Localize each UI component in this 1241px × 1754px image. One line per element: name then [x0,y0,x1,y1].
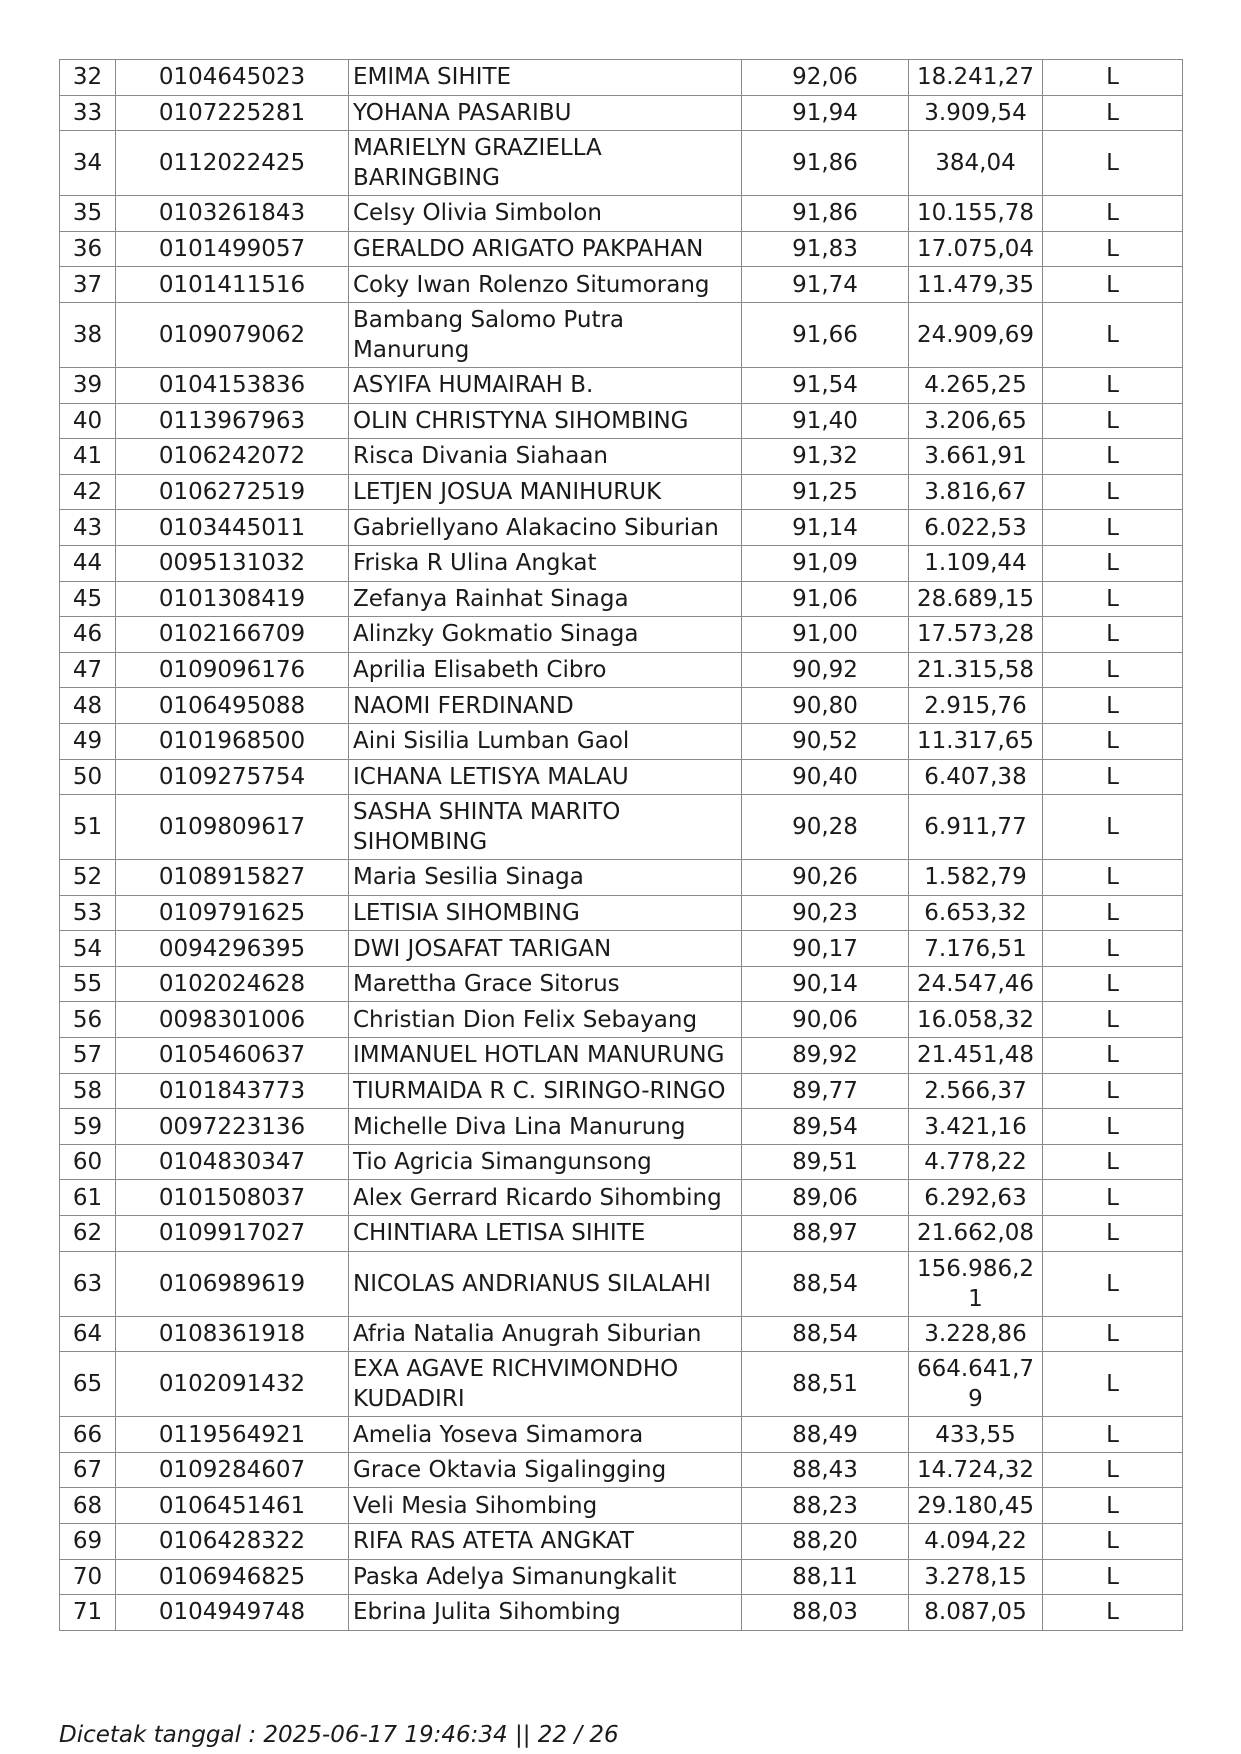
student-name: Friska R Ulina Angkat [349,545,742,581]
status-flag: L [1043,1216,1183,1252]
table-row [60,723,1183,759]
row-number: 34 [60,131,116,196]
score-value: 91,86 [742,131,909,196]
row-number: 33 [60,95,116,131]
amount-value: 3.278,15 [909,1559,1043,1595]
table-row [60,267,1183,303]
student-id: 0106428322 [116,1524,349,1560]
score-value: 90,26 [742,860,909,896]
score-value: 91,09 [742,545,909,581]
row-number: 32 [60,60,116,96]
row-number: 55 [60,966,116,1002]
status-flag: L [1043,1488,1183,1524]
status-flag: L [1043,510,1183,546]
amount-value: 3.421,16 [909,1109,1043,1145]
score-value: 91,94 [742,95,909,131]
amount-value: 17.075,04 [909,231,1043,267]
score-value: 89,54 [742,1109,909,1145]
status-flag: L [1043,1524,1183,1560]
table-row [60,1073,1183,1109]
amount-value: 3.909,54 [909,95,1043,131]
table-row [60,795,1183,860]
status-flag: L [1043,95,1183,131]
table-row [60,1144,1183,1180]
row-number: 37 [60,267,116,303]
amount-value: 8.087,05 [909,1595,1043,1631]
print-footer: Dicetak tanggal : 2025-06-17 19:46:34 || 22 / 26 [59,1722,619,1748]
score-value: 91,86 [742,196,909,232]
table-row [60,1524,1183,1560]
student-id: 0094296395 [116,931,349,967]
student-id: 0105460637 [116,1038,349,1074]
amount-value: 29.180,45 [909,1488,1043,1524]
student-name: Paska Adelya Simanungkalit [349,1559,742,1595]
row-number: 63 [60,1251,116,1316]
row-number: 71 [60,1595,116,1631]
status-flag: L [1043,367,1183,403]
row-number: 38 [60,302,116,367]
score-value: 91,54 [742,367,909,403]
score-value: 89,77 [742,1073,909,1109]
status-flag: L [1043,617,1183,653]
status-flag: L [1043,1109,1183,1145]
student-id: 0106946825 [116,1559,349,1595]
row-number: 65 [60,1352,116,1417]
student-name: Gabriellyano Alakacino Siburian [349,510,742,546]
student-id: 0109809617 [116,795,349,860]
row-number: 44 [60,545,116,581]
student-id: 0101508037 [116,1180,349,1216]
score-value: 89,06 [742,1180,909,1216]
score-value: 88,11 [742,1559,909,1595]
student-id: 0098301006 [116,1002,349,1038]
score-value: 88,49 [742,1417,909,1453]
student-name: Coky Iwan Rolenzo Situmorang [349,267,742,303]
student-name: Tio Agricia Simangunsong [349,1144,742,1180]
student-id: 0112022425 [116,131,349,196]
student-name: Marettha Grace Sitorus [349,966,742,1002]
student-name: CHINTIARA LETISA SIHITE [349,1216,742,1252]
student-id: 0107225281 [116,95,349,131]
student-name: OLIN CHRISTYNA SIHOMBING [349,403,742,439]
amount-value: 24.909,69 [909,302,1043,367]
student-name: GERALDO ARIGATO PAKPAHAN [349,231,742,267]
table-row [60,367,1183,403]
amount-value: 4.778,22 [909,1144,1043,1180]
row-number: 40 [60,403,116,439]
student-name: NICOLAS ANDRIANUS SILALAHI [349,1251,742,1316]
status-flag: L [1043,860,1183,896]
results-table [59,59,1183,1631]
score-value: 88,97 [742,1216,909,1252]
status-flag: L [1043,302,1183,367]
table-row [60,231,1183,267]
student-name: EMIMA SIHITE [349,60,742,96]
row-number: 57 [60,1038,116,1074]
amount-value: 21.662,08 [909,1216,1043,1252]
table-row [60,403,1183,439]
amount-value: 7.176,51 [909,931,1043,967]
table-row [60,1352,1183,1417]
row-number: 70 [60,1559,116,1595]
status-flag: L [1043,895,1183,931]
student-name: Zefanya Rainhat Sinaga [349,581,742,617]
student-name: ASYIFA HUMAIRAH B. [349,367,742,403]
student-name: DWI JOSAFAT TARIGAN [349,931,742,967]
student-id: 0104153836 [116,367,349,403]
amount-value: 3.661,91 [909,439,1043,475]
student-id: 0109791625 [116,895,349,931]
student-id: 0102091432 [116,1352,349,1417]
student-name: LETJEN JOSUA MANIHURUK [349,474,742,510]
student-id: 0109079062 [116,302,349,367]
amount-value: 14.724,32 [909,1452,1043,1488]
table-row [60,759,1183,795]
status-flag: L [1043,931,1183,967]
student-id: 0104645023 [116,60,349,96]
student-id: 0106495088 [116,688,349,724]
student-name: Risca Divania Siahaan [349,439,742,475]
table-row [60,1452,1183,1488]
status-flag: L [1043,795,1183,860]
student-id: 0106272519 [116,474,349,510]
student-id: 0102166709 [116,617,349,653]
amount-value: 21.315,58 [909,652,1043,688]
row-number: 62 [60,1216,116,1252]
student-name: Aini Sisilia Lumban Gaol [349,723,742,759]
student-name: EXA AGAVE RICHVIMONDHO KUDADIRI [349,1352,742,1417]
row-number: 61 [60,1180,116,1216]
student-id: 0106451461 [116,1488,349,1524]
row-number: 54 [60,931,116,967]
student-name: IMMANUEL HOTLAN MANURUNG [349,1038,742,1074]
score-value: 91,40 [742,403,909,439]
student-name: Christian Dion Felix Sebayang [349,1002,742,1038]
amount-value: 156.986,21 [909,1251,1043,1316]
status-flag: L [1043,60,1183,96]
row-number: 42 [60,474,116,510]
score-value: 88,03 [742,1595,909,1631]
table-row [60,1595,1183,1631]
student-name: ICHANA LETISYA MALAU [349,759,742,795]
student-id: 0109284607 [116,1452,349,1488]
student-id: 0104949748 [116,1595,349,1631]
table-row [60,95,1183,131]
student-id: 0108915827 [116,860,349,896]
row-number: 48 [60,688,116,724]
table-row [60,302,1183,367]
amount-value: 24.547,46 [909,966,1043,1002]
row-number: 43 [60,510,116,546]
status-flag: L [1043,688,1183,724]
score-value: 91,25 [742,474,909,510]
student-name: NAOMI FERDINAND [349,688,742,724]
amount-value: 16.058,32 [909,1002,1043,1038]
table-row [60,581,1183,617]
table-row [60,652,1183,688]
score-value: 90,17 [742,931,909,967]
table-row [60,1216,1183,1252]
student-id: 0109096176 [116,652,349,688]
table-row [60,196,1183,232]
score-value: 92,06 [742,60,909,96]
student-name: Celsy Olivia Simbolon [349,196,742,232]
row-number: 36 [60,231,116,267]
row-number: 59 [60,1109,116,1145]
score-value: 89,92 [742,1038,909,1074]
row-number: 56 [60,1002,116,1038]
status-flag: L [1043,196,1183,232]
row-number: 46 [60,617,116,653]
amount-value: 664.641,79 [909,1352,1043,1417]
amount-value: 21.451,48 [909,1038,1043,1074]
student-id: 0109917027 [116,1216,349,1252]
amount-value: 4.094,22 [909,1524,1043,1560]
student-name: Afria Natalia Anugrah Siburian [349,1316,742,1352]
student-name: TIURMAIDA R C. SIRINGO-RINGO [349,1073,742,1109]
student-name: Ebrina Julita Sihombing [349,1595,742,1631]
score-value: 88,54 [742,1251,909,1316]
row-number: 50 [60,759,116,795]
table-row [60,966,1183,1002]
student-name: YOHANA PASARIBU [349,95,742,131]
student-name: Michelle Diva Lina Manurung [349,1109,742,1145]
score-value: 90,06 [742,1002,909,1038]
student-name: Maria Sesilia Sinaga [349,860,742,896]
status-flag: L [1043,1452,1183,1488]
student-id: 0103261843 [116,196,349,232]
row-number: 41 [60,439,116,475]
amount-value: 6.653,32 [909,895,1043,931]
student-id: 0109275754 [116,759,349,795]
table-row [60,1180,1183,1216]
student-name: Grace Oktavia Sigalingging [349,1452,742,1488]
status-flag: L [1043,474,1183,510]
table-row [60,688,1183,724]
student-id: 0104830347 [116,1144,349,1180]
student-id: 0108361918 [116,1316,349,1352]
row-number: 67 [60,1452,116,1488]
table-row [60,1038,1183,1074]
status-flag: L [1043,966,1183,1002]
score-value: 90,52 [742,723,909,759]
table-row [60,1559,1183,1595]
amount-value: 6.407,38 [909,759,1043,795]
row-number: 35 [60,196,116,232]
score-value: 89,51 [742,1144,909,1180]
table-row [60,1316,1183,1352]
score-value: 88,54 [742,1316,909,1352]
status-flag: L [1043,581,1183,617]
row-number: 39 [60,367,116,403]
student-id: 0103445011 [116,510,349,546]
student-name: Aprilia Elisabeth Cibro [349,652,742,688]
row-number: 60 [60,1144,116,1180]
row-number: 64 [60,1316,116,1352]
row-number: 47 [60,652,116,688]
amount-value: 28.689,15 [909,581,1043,617]
row-number: 68 [60,1488,116,1524]
table-row [60,1251,1183,1316]
student-id: 0113967963 [116,403,349,439]
amount-value: 433,55 [909,1417,1043,1453]
student-name: Bambang Salomo Putra Manurung [349,302,742,367]
status-flag: L [1043,267,1183,303]
amount-value: 6.292,63 [909,1180,1043,1216]
table-row [60,860,1183,896]
table-row [60,60,1183,96]
status-flag: L [1043,1595,1183,1631]
amount-value: 11.317,65 [909,723,1043,759]
score-value: 91,83 [742,231,909,267]
amount-value: 6.911,77 [909,795,1043,860]
amount-value: 4.265,25 [909,367,1043,403]
score-value: 91,74 [742,267,909,303]
table-row [60,1002,1183,1038]
status-flag: L [1043,1417,1183,1453]
student-id: 0101968500 [116,723,349,759]
table-row [60,131,1183,196]
score-value: 88,20 [742,1524,909,1560]
student-id: 0097223136 [116,1109,349,1145]
amount-value: 11.479,35 [909,267,1043,303]
student-name: Amelia Yoseva Simamora [349,1417,742,1453]
student-id: 0106989619 [116,1251,349,1316]
amount-value: 3.228,86 [909,1316,1043,1352]
student-name: MARIELYN GRAZIELLA BARINGBING [349,131,742,196]
table-row [60,1417,1183,1453]
score-value: 91,06 [742,581,909,617]
row-number: 53 [60,895,116,931]
table-row [60,931,1183,967]
status-flag: L [1043,231,1183,267]
status-flag: L [1043,1144,1183,1180]
table-row [60,510,1183,546]
row-number: 51 [60,795,116,860]
row-number: 58 [60,1073,116,1109]
status-flag: L [1043,1316,1183,1352]
student-id: 0101308419 [116,581,349,617]
score-value: 90,23 [742,895,909,931]
score-value: 91,66 [742,302,909,367]
table-row [60,1109,1183,1145]
status-flag: L [1043,1251,1183,1316]
amount-value: 2.915,76 [909,688,1043,724]
score-value: 91,14 [742,510,909,546]
row-number: 45 [60,581,116,617]
status-flag: L [1043,1352,1183,1417]
student-id: 0106242072 [116,439,349,475]
amount-value: 17.573,28 [909,617,1043,653]
score-value: 88,43 [742,1452,909,1488]
student-id: 0095131032 [116,545,349,581]
table-row [60,439,1183,475]
status-flag: L [1043,131,1183,196]
table-row [60,617,1183,653]
student-id: 0119564921 [116,1417,349,1453]
amount-value: 1.582,79 [909,860,1043,896]
amount-value: 3.816,67 [909,474,1043,510]
status-flag: L [1043,652,1183,688]
student-id: 0101843773 [116,1073,349,1109]
table-row [60,895,1183,931]
status-flag: L [1043,759,1183,795]
score-value: 88,23 [742,1488,909,1524]
student-name: Veli Mesia Sihombing [349,1488,742,1524]
student-name: RIFA RAS ATETA ANGKAT [349,1524,742,1560]
table-row [60,1488,1183,1524]
status-flag: L [1043,1002,1183,1038]
score-value: 91,32 [742,439,909,475]
student-id: 0101499057 [116,231,349,267]
table-row [60,545,1183,581]
amount-value: 2.566,37 [909,1073,1043,1109]
row-number: 52 [60,860,116,896]
score-value: 90,92 [742,652,909,688]
student-name: LETISIA SIHOMBING [349,895,742,931]
amount-value: 3.206,65 [909,403,1043,439]
student-id: 0102024628 [116,966,349,1002]
row-number: 49 [60,723,116,759]
table-row [60,474,1183,510]
amount-value: 1.109,44 [909,545,1043,581]
row-number: 69 [60,1524,116,1560]
student-name: Alex Gerrard Ricardo Sihombing [349,1180,742,1216]
amount-value: 10.155,78 [909,196,1043,232]
score-value: 88,51 [742,1352,909,1417]
score-value: 90,28 [742,795,909,860]
student-id: 0101411516 [116,267,349,303]
status-flag: L [1043,545,1183,581]
status-flag: L [1043,1073,1183,1109]
status-flag: L [1043,1038,1183,1074]
student-name: SASHA SHINTA MARITO SIHOMBING [349,795,742,860]
score-value: 90,80 [742,688,909,724]
status-flag: L [1043,1180,1183,1216]
status-flag: L [1043,1559,1183,1595]
row-number: 66 [60,1417,116,1453]
status-flag: L [1043,439,1183,475]
status-flag: L [1043,723,1183,759]
results-table-body [60,60,1183,1631]
score-value: 90,14 [742,966,909,1002]
amount-value: 18.241,27 [909,60,1043,96]
score-value: 91,00 [742,617,909,653]
score-value: 90,40 [742,759,909,795]
amount-value: 384,04 [909,131,1043,196]
status-flag: L [1043,403,1183,439]
student-name: Alinzky Gokmatio Sinaga [349,617,742,653]
amount-value: 6.022,53 [909,510,1043,546]
